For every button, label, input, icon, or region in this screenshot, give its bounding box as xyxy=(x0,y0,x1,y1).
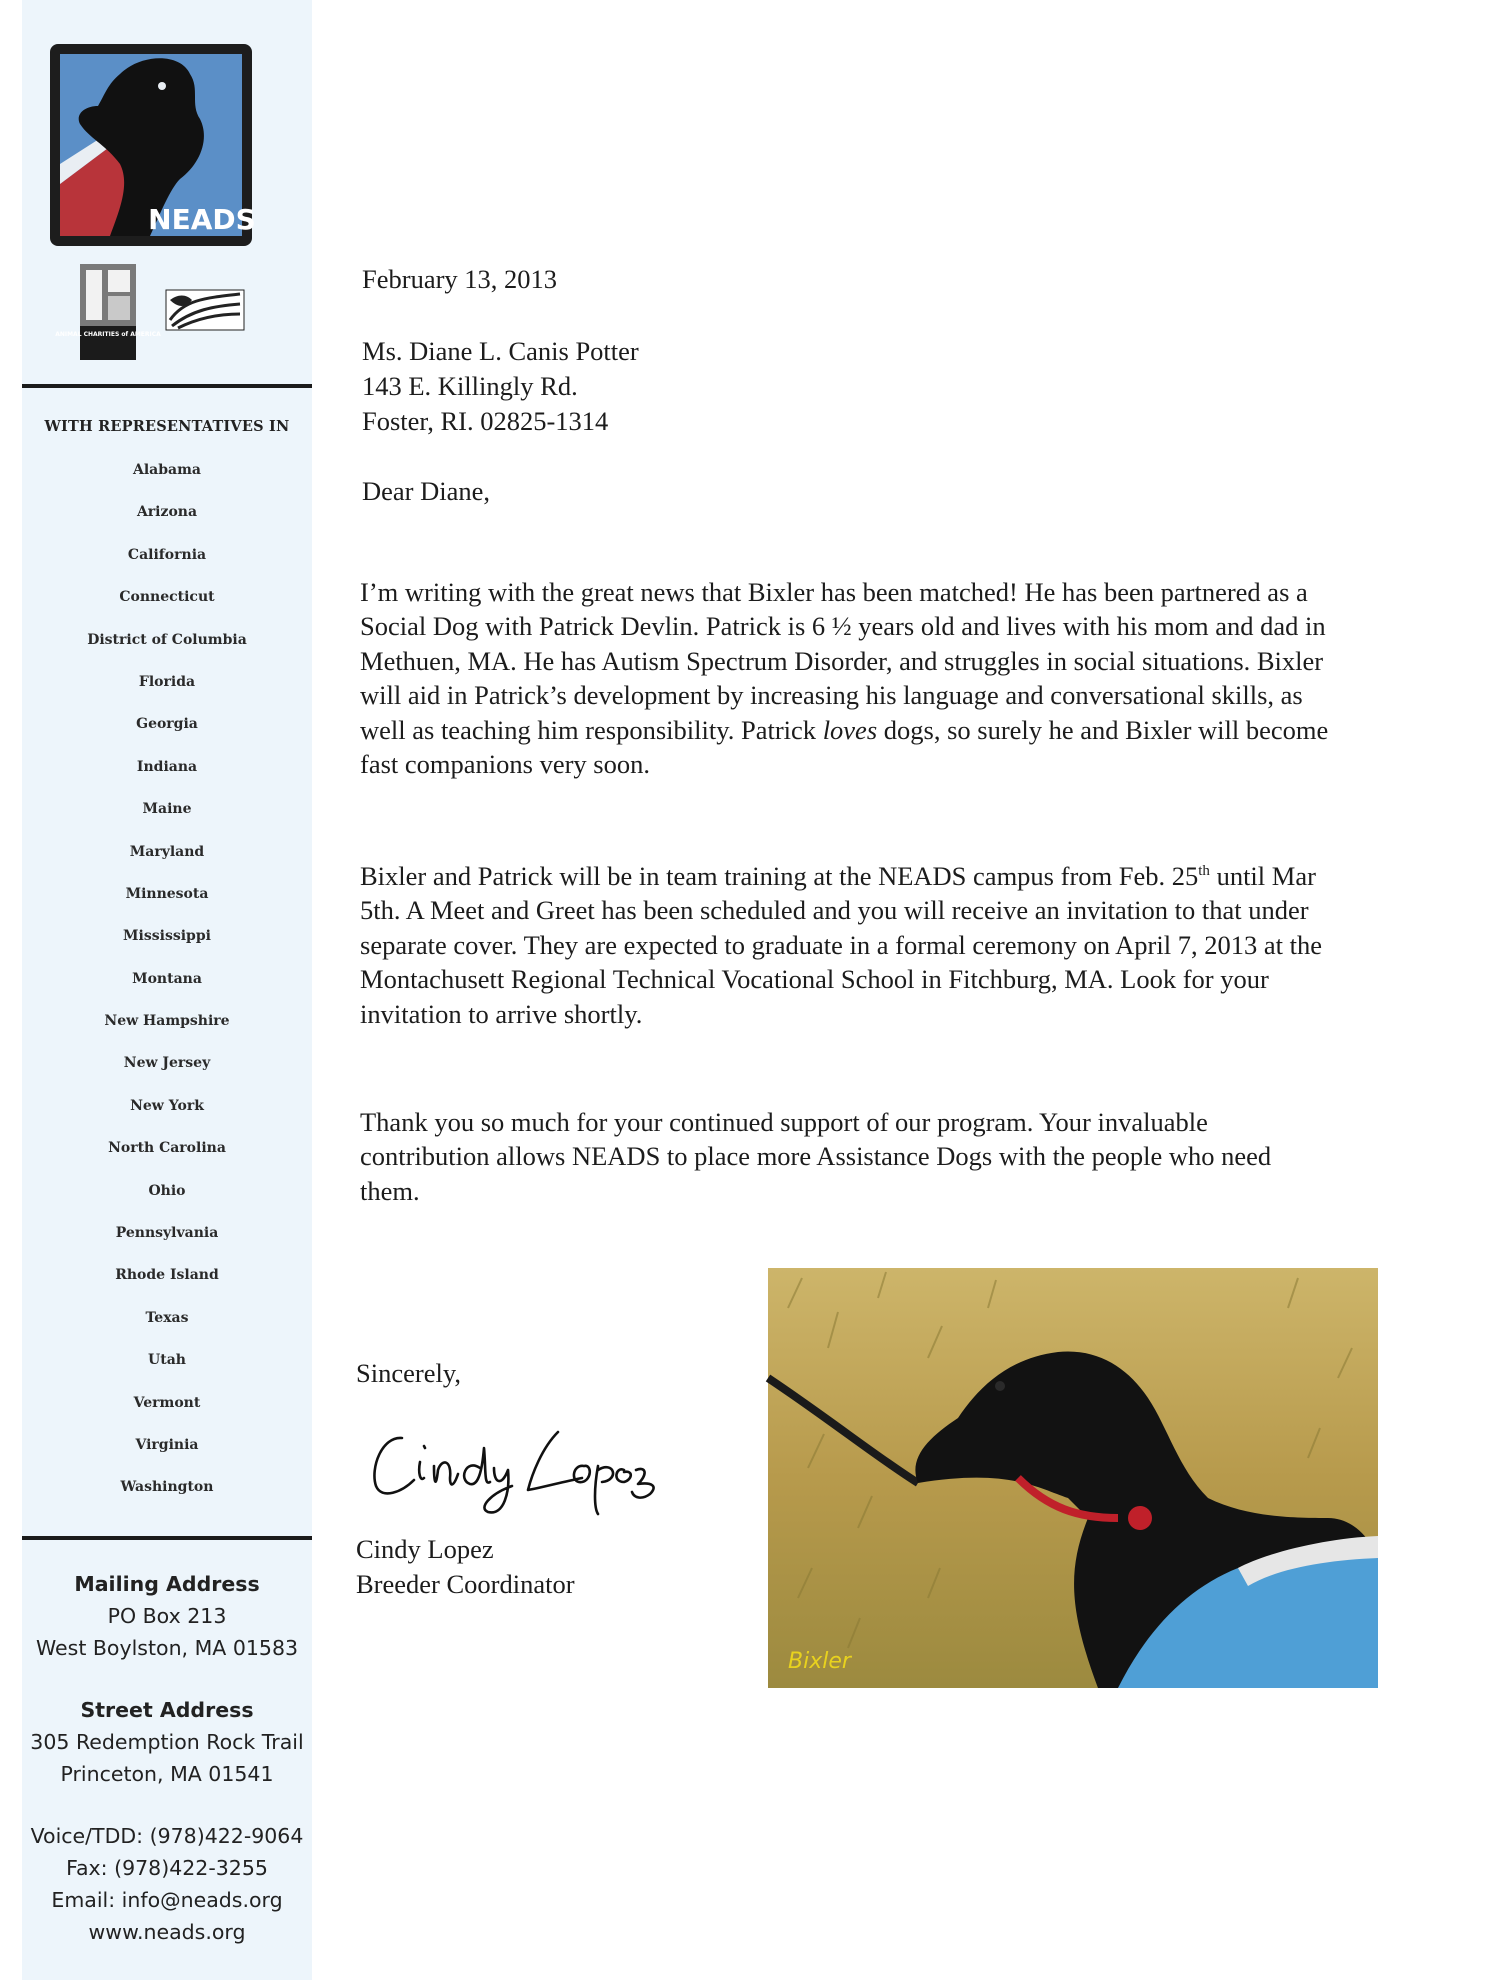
state-item: Connecticut xyxy=(119,589,215,606)
mailing-address-line: West Boylston, MA 01583 xyxy=(35,1636,299,1660)
divider-bottom xyxy=(22,1536,312,1540)
salutation: Dear Diane, xyxy=(362,476,491,506)
phone-number: Voice/TDD: (978)422-9064 xyxy=(30,1824,304,1848)
state-item: Washington xyxy=(120,1479,214,1496)
signer-block xyxy=(356,1532,575,1602)
charity-badges xyxy=(55,260,254,364)
divider-top xyxy=(22,384,312,388)
recipient-street: 143 E. Killingly Rd. xyxy=(362,371,578,401)
state-item: Utah xyxy=(148,1352,186,1369)
svg-text:ANIMAL CHARITIES of AMERICA: ANIMAL CHARITIES of AMERICA xyxy=(55,331,161,338)
state-item: Montana xyxy=(132,970,202,987)
state-item: Ohio xyxy=(148,1182,186,1199)
street-address-line: Princeton, MA 01541 xyxy=(60,1762,274,1786)
state-item: Rhode Island xyxy=(115,1267,219,1284)
signer-title: Breeder Coordinator xyxy=(356,1569,575,1599)
letter-date: February 13, 2013 xyxy=(362,264,558,294)
state-item: Indiana xyxy=(136,758,198,775)
recipient-city: Foster, RI. 02825-1314 xyxy=(362,406,609,436)
representatives-heading: WITH REPRESENTATIVES IN xyxy=(44,418,290,435)
recipient-name: Ms. Diane L. Canis Potter xyxy=(362,336,639,366)
neads-logo xyxy=(50,44,256,246)
state-item: Mississippi xyxy=(123,928,211,945)
letterhead-sidebar xyxy=(22,0,312,1980)
state-item: California xyxy=(127,546,207,563)
state-item: Arizona xyxy=(136,504,198,521)
email-address: Email: info@neads.org xyxy=(51,1888,283,1912)
state-item: New Hampshire xyxy=(104,1013,230,1030)
street-address-line: 305 Redemption Rock Trail xyxy=(30,1730,304,1754)
state-item: Vermont xyxy=(133,1394,201,1411)
mailing-address xyxy=(22,1568,312,1664)
state-item: Alabama xyxy=(133,462,201,478)
state-item: Virginia xyxy=(135,1436,199,1453)
paragraph-match-news: I’m writing with the great news that Bixler has been matched! He has been partnered as a Social Dog with Patrick Devlin. Patrick is 6 ½ years old and lives with his mom and dad in Methuen, MA. He has Autism Spectrum Disorder, and struggles in social situations. Bixler will aid in Patrick’s development by increasing his language and conversational skills, as well as teaching him responsibility. Patrick loves dogs, so surely he and Bixler will become fast companions very soon. xyxy=(360,576,1329,779)
state-item: Florida xyxy=(138,673,196,690)
states-list xyxy=(22,458,312,1518)
recipient-address xyxy=(362,334,639,439)
state-item: Georgia xyxy=(136,716,198,733)
closing: Sincerely, xyxy=(356,1358,461,1388)
paragraph-thanks: Thank you so much for your continued support of our program. Your invaluable contribution allows NEADS to place more Assistance Dogs with the people who need them. xyxy=(360,1106,1272,1206)
mailing-address-heading: Mailing Address xyxy=(74,1572,260,1596)
state-item: Pennsylvania xyxy=(115,1225,219,1242)
contact-info xyxy=(22,1820,312,1948)
state-item: New Jersey xyxy=(123,1055,211,1072)
state-item: North Carolina xyxy=(108,1140,226,1157)
svg-text:NEADS: NEADS xyxy=(148,203,256,236)
signer-name: Cindy Lopez xyxy=(356,1534,494,1564)
state-item: Maine xyxy=(142,801,192,818)
dog-photo xyxy=(768,1268,1378,1688)
state-item: Maryland xyxy=(129,843,205,860)
state-item: New York xyxy=(130,1097,204,1114)
state-item: Minnesota xyxy=(125,885,209,902)
handwritten-signature xyxy=(362,1408,662,1518)
street-address xyxy=(22,1694,312,1790)
fax-number: Fax: (978)422-3255 xyxy=(66,1856,268,1880)
street-address-heading: Street Address xyxy=(80,1698,254,1722)
state-item: District of Columbia xyxy=(87,631,247,648)
website: www.neads.org xyxy=(88,1920,246,1944)
paragraph-training: Bixler and Patrick will be in team training at the NEADS campus from Feb. 25th until Mar 5th. A Meet and Greet has been scheduled and you will receive an invitation to that under separate cover. They are expected to graduate in a formal ceremony on April 7, 2013 at the Montachusett Regional Technical Vocational School in Fitchburg, MA. Look for your invitation to arrive shortly. xyxy=(360,860,1322,1029)
mailing-address-line: PO Box 213 xyxy=(107,1604,227,1628)
state-item: Texas xyxy=(145,1309,189,1326)
svg-text:Bixler: Bixler xyxy=(788,1649,851,1674)
